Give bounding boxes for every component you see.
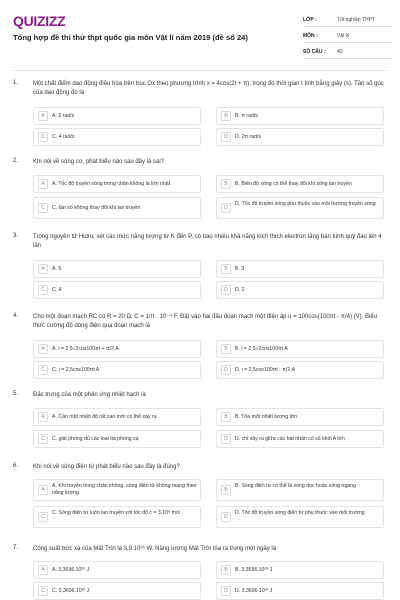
question-number: 7. — [13, 545, 19, 551]
option-a[interactable] — [33, 107, 201, 125]
meta-class — [303, 13, 393, 27]
meta-value: Tốt nghiệp THPT — [337, 16, 375, 23]
option-letter: D — [221, 285, 231, 295]
meta-question-count — [303, 45, 393, 59]
option-text: D. Tốc độ truyền sóng phụ thuộc vào môi trường truyền sóng — [235, 201, 376, 207]
question-text: Khi nói về sóng cơ, phát biểu nào sau đây là sai? — [33, 159, 165, 165]
option-letter: B — [221, 344, 231, 354]
option-letter: A — [38, 111, 48, 121]
option-letter: B — [221, 565, 231, 575]
option-letter: A — [38, 264, 48, 274]
question-text: Khi nói về sóng điện từ phát biểu nào sau đây là đúng? — [33, 464, 180, 470]
option-text: A. 3,3696.10³⁰ J — [52, 567, 90, 573]
option-text: A. 2 rad/s — [52, 113, 75, 119]
option-c[interactable] — [33, 582, 201, 600]
option-b[interactable] — [216, 479, 384, 501]
option-letter: A — [38, 412, 48, 422]
option-text: A. i = 2,5√2cos100πt + π/2 A — [52, 346, 119, 352]
question-number: 2. — [13, 158, 19, 164]
option-a[interactable] — [33, 340, 201, 358]
option-text: B. 3 — [235, 266, 245, 272]
option-letter: A — [38, 344, 48, 354]
option-letter: C — [38, 365, 48, 375]
option-d[interactable] — [216, 281, 384, 299]
option-text: D. Tốc độ truyền sóng điện từ phụ thuộc vào môi trường — [235, 510, 365, 516]
option-letter: D — [221, 586, 231, 596]
question-text: Đặc trưng của một phản ứng nhiệt hạch là — [33, 392, 146, 398]
option-a[interactable] — [33, 260, 201, 278]
option-c[interactable] — [33, 281, 201, 299]
meta-label: MÔN : — [303, 32, 318, 39]
option-text: A. Khi truyền trong chân không, sóng điện từ không mang theo năng lượng — [52, 483, 197, 496]
option-text: B. π rad/s — [235, 113, 258, 119]
option-letter: A — [38, 485, 48, 495]
question-number: 4. — [13, 313, 19, 319]
option-text: D. 3,3696.10³¹ J — [235, 588, 273, 594]
option-text: D. 2π rad/s — [235, 134, 262, 140]
question-number: 3. — [13, 233, 19, 239]
option-c[interactable] — [33, 430, 201, 448]
option-text: C. 3,3696.10³² J — [52, 588, 90, 594]
meta-value: Vật lý — [337, 32, 350, 39]
option-text: C. Sóng điện từ luôn lan truyền với tốc độ c = 3.10⁸ m/s — [52, 510, 181, 516]
option-text: D. 2 — [235, 287, 245, 293]
option-text: B. 3,3696.10²⁹ J — [235, 567, 273, 573]
option-text: B. Tỏa một nhiệt lượng lớn — [235, 414, 298, 420]
option-c[interactable] — [33, 361, 201, 379]
option-text: B. i = 2,5√2cos100πt A — [235, 346, 288, 352]
option-letter: B — [221, 179, 231, 189]
option-d[interactable] — [216, 128, 384, 146]
option-letter: D — [221, 434, 231, 444]
worksheet-meta — [303, 13, 393, 61]
option-letter: D — [221, 365, 231, 375]
option-text: C. 4 rad/s — [52, 134, 75, 140]
option-d[interactable] — [216, 361, 384, 379]
option-text: C. i = 2,5cos100πt A — [52, 367, 100, 373]
question-number: 5. — [13, 391, 19, 397]
option-b[interactable] — [216, 260, 384, 278]
option-text: A. Cần một nhiệt độ rất cao mới có thể xảy ra — [52, 414, 157, 420]
question-text: Cho một đoạn mạch RC có R = 20 Ω, C = 1/π . 10⁻⁴ F. Đặt vào hai đầu đoạn mạch một điện áp u = 100cos(100πt - π/4) (V). Biểu thức cường độ dòng điện qua đoạn mạch là — [33, 314, 377, 329]
option-letter: C — [38, 285, 48, 295]
option-letter: B — [221, 485, 231, 495]
option-c[interactable] — [33, 506, 201, 528]
option-text: C. 4 — [52, 287, 62, 293]
option-letter: B — [221, 412, 231, 422]
option-b[interactable] — [216, 107, 384, 125]
quizizz-logo: QUIZIZZ — [13, 13, 66, 29]
option-letter: C — [38, 512, 48, 522]
option-letter: C — [38, 132, 48, 142]
option-letter: C — [38, 586, 48, 596]
option-letter: C — [38, 434, 48, 444]
question-text: Một chất điểm dao động điều hòa trên trục Ox theo phương trình x = 4cos(2t + π), trong đó thời gian t tính bằng giây (s). Tần số góc của dao động đó là — [33, 81, 384, 96]
option-text: A. Tốc độ truyền sóng trong chân không là lớn nhất — [52, 181, 171, 187]
question-number: 6. — [13, 463, 19, 469]
option-letter: B — [221, 111, 231, 121]
option-text: B. Sóng điện từ có thể là sóng dọc hoặc sóng ngang — [235, 483, 356, 489]
option-letter: D — [221, 203, 231, 213]
meta-value: 40 — [337, 48, 343, 55]
question-number: 1. — [13, 80, 19, 86]
option-text: B. Biên độ sóng có thể thay đổi khi sóng lan truyền — [235, 181, 352, 187]
option-b[interactable] — [216, 408, 384, 426]
question-text: Công suất bức xạ của Mặt Trời là 3,9.10²⁶ W. Năng lượng Mặt Trời tỏa ra trong một ngày là — [33, 546, 277, 552]
worksheet-header — [0, 0, 400, 70]
header-divider — [13, 70, 387, 71]
option-d[interactable] — [216, 197, 384, 219]
option-d[interactable] — [216, 506, 384, 528]
option-letter: A — [38, 565, 48, 575]
option-b[interactable] — [216, 175, 384, 193]
option-text: D. i = 2,5cos100πt - π/2 A — [235, 367, 296, 373]
worksheet-title: Tổng hợp đề thi thử thpt quốc gia môn Vật lí năm 2019 (đề số 24) — [13, 33, 248, 42]
option-a[interactable] — [33, 479, 201, 501]
option-text: C. giải phóng đủ các loại tia phóng xạ — [52, 436, 139, 442]
option-letter: B — [221, 264, 231, 274]
option-b[interactable] — [216, 340, 384, 358]
option-letter: D — [221, 132, 231, 142]
option-letter: A — [38, 179, 48, 189]
option-a[interactable] — [33, 561, 201, 579]
option-letter: C — [38, 203, 48, 213]
option-b[interactable] — [216, 561, 384, 579]
meta-label: LỚP : — [303, 16, 317, 23]
meta-label: SỐ CÂU : — [303, 48, 326, 55]
option-text: C. tần số không thay đổi khi lan truyền — [52, 205, 141, 211]
meta-subject — [303, 29, 393, 43]
option-d[interactable] — [216, 582, 384, 600]
option-text: A. 5 — [52, 266, 62, 272]
option-letter: D — [221, 512, 231, 522]
option-text: D. chỉ xảy ra giữa các hạt nhân có số khối A lớn — [235, 436, 345, 442]
question-text: Trong nguyên tử Hidro, xét các mức năng lượng từ K đến P, có bao nhiêu khả năng kích thích electron tăng bán kính quỹ đạo lên 4 lần — [33, 234, 382, 249]
option-d[interactable] — [216, 430, 384, 448]
option-a[interactable] — [33, 408, 201, 426]
option-c[interactable] — [33, 197, 201, 219]
option-a[interactable] — [33, 175, 201, 193]
option-c[interactable] — [33, 128, 201, 146]
